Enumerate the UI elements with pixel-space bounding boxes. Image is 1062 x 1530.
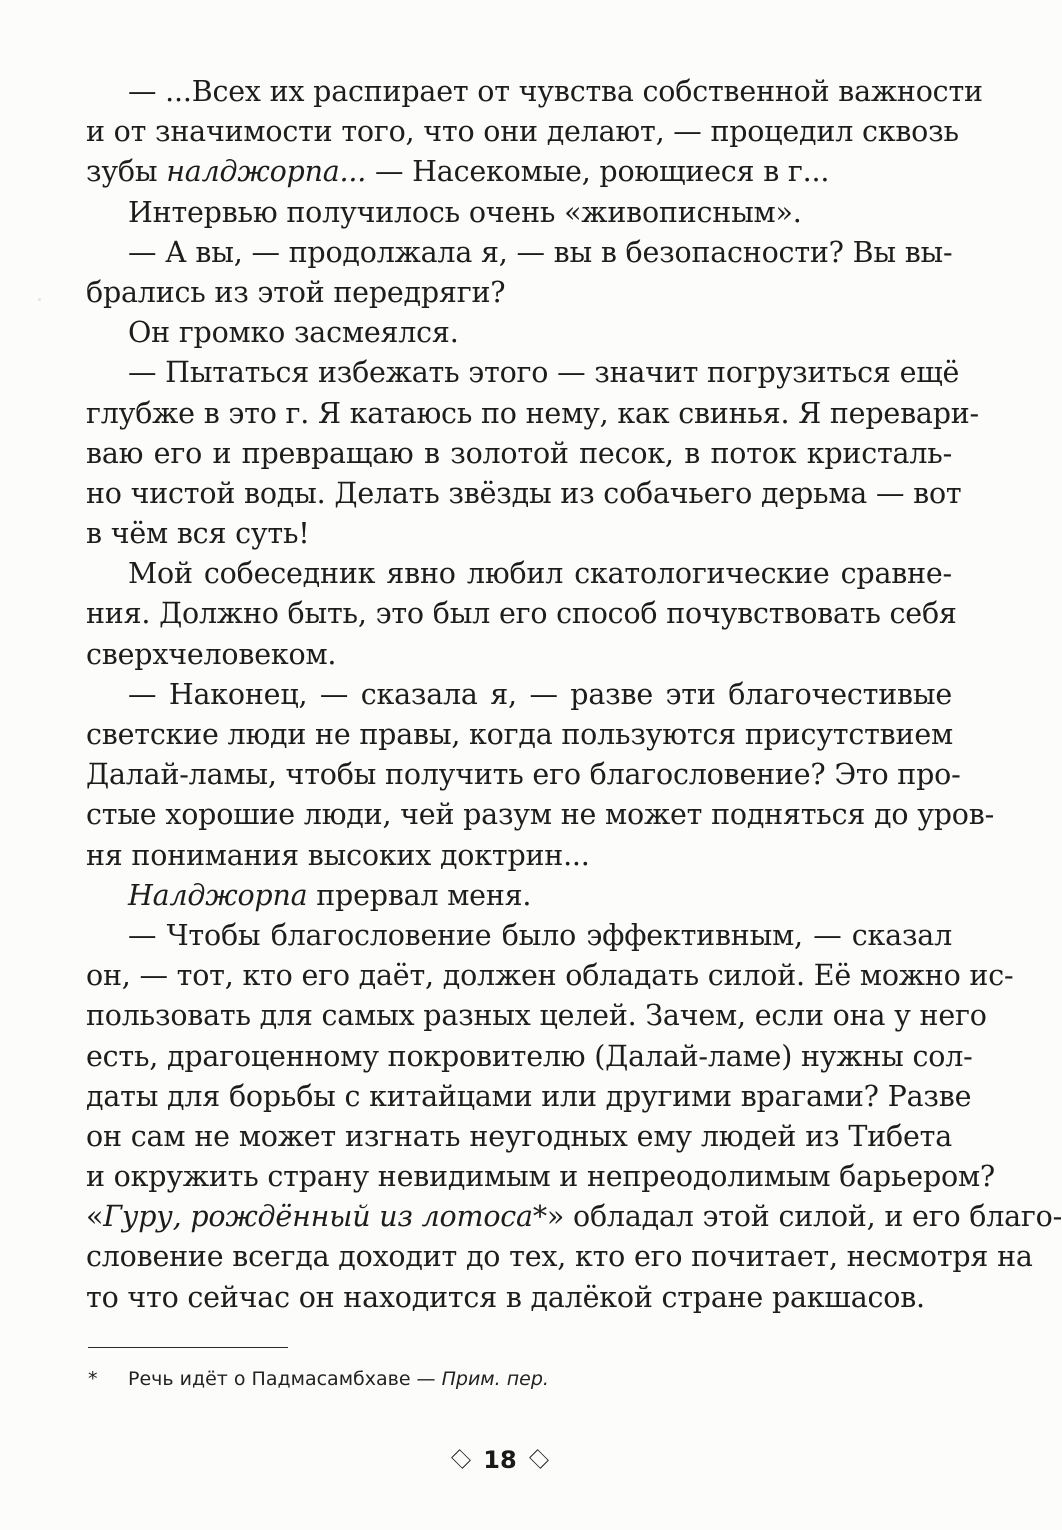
text-line: то что сейчас он находится в далёкой стране ракшасов. [86, 1280, 925, 1314]
text-line [86, 152, 952, 192]
italic-title: Гуру, рождённый из лотоса [103, 1200, 533, 1234]
text-line: брались из этой передряги? [86, 275, 506, 309]
footnote-note: Прим. пер. [441, 1368, 549, 1390]
text-line: в чём вся суть! [86, 517, 310, 551]
diamond-left-icon [451, 1449, 471, 1469]
text-line: он, — тот, кто его даёт, должен обладать силой. Её можно ис- [86, 959, 1014, 993]
text-line: Он громко засмеялся. [128, 316, 459, 350]
text-line: светские люди не правы, когда пользуются присутствием [86, 718, 953, 751]
text-line: есть, драгоценному покровителю (Далай-ламе) нужны сол- [86, 1039, 973, 1073]
text-fragment: *» обладал этой силой, и его благо- [532, 1200, 1062, 1234]
italic-term: Налджорпа [128, 878, 308, 912]
text-line: — А вы, — продолжала я, — вы в безопасности? Вы вы- [128, 235, 953, 269]
italic-term: налджорпа... [166, 155, 367, 189]
footnote-text: Речь идёт о Падмасамбхаве — [128, 1368, 442, 1390]
page-number: 18 [483, 1446, 517, 1474]
text-fragment: — Насекомые, роющиеся в г... [366, 155, 830, 189]
main-text [86, 72, 1062, 1318]
text-line: ния. Должно быть, это был его способ почувствовать себя [86, 597, 957, 631]
footnote-divider [88, 1347, 288, 1348]
text-fragment: зубы [86, 155, 167, 189]
footnote-mark: * [88, 1368, 98, 1390]
text-line [86, 876, 952, 916]
text-line: — Чтобы благословение было эффективным, — сказал [128, 918, 952, 952]
text-line: и окружить страну невидимым и непреодолимым барьером? [86, 1160, 995, 1194]
text-line: Интервью получилось очень «живописным». [128, 195, 802, 229]
scan-speck [38, 298, 41, 301]
text-line: сверхчеловеком. [86, 637, 337, 671]
text-line: пользовать для самых разных целей. Зачем, если она у него [86, 999, 987, 1033]
text-line: стые хорошие люди, чей разум не может подняться до уров- [86, 798, 995, 832]
text-line: Мой собеседник явно любил скатологические сравне- [128, 557, 952, 591]
page-number-block [0, 1445, 1000, 1475]
text-line: но чистой воды. Делать звёзды из собачьего дерьма — вот [86, 476, 962, 510]
text-line: глубже в это г. Я катаюсь по нему, как свинья. Я перевари- [86, 396, 979, 430]
text-line: — Пытаться избежать этого — значит погрузиться ещё [128, 356, 960, 390]
text-line: ня понимания высоких доктрин... [86, 838, 590, 872]
text-line: ваю его и превращаю в золотой песок, в поток кристаль- [86, 436, 952, 470]
text-fragment: « [86, 1200, 104, 1234]
text-fragment: прервал меня. [307, 878, 532, 912]
text-line: даты для борьбы с китайцами или другими врагами? Разве [86, 1079, 972, 1113]
text-line: и от значимости того, что они делают, — процедил сквозь [86, 115, 959, 149]
text-line: — Наконец, — сказала я, — разве эти благочестивые [128, 677, 952, 711]
footnote [88, 1366, 549, 1392]
diamond-right-icon [529, 1449, 549, 1469]
text-line: Далай-ламы, чтобы получить его благословение? Это про- [86, 758, 961, 792]
text-line: — ...Всех их распирает от чувства собственной важности [128, 75, 983, 108]
text-line: словение всегда доходит до тех, кто его почитает, несмотря на [86, 1240, 1033, 1274]
text-line [86, 1197, 1062, 1237]
text-line: он сам не может изгнать неугодных ему людей из Тибета [86, 1119, 952, 1153]
